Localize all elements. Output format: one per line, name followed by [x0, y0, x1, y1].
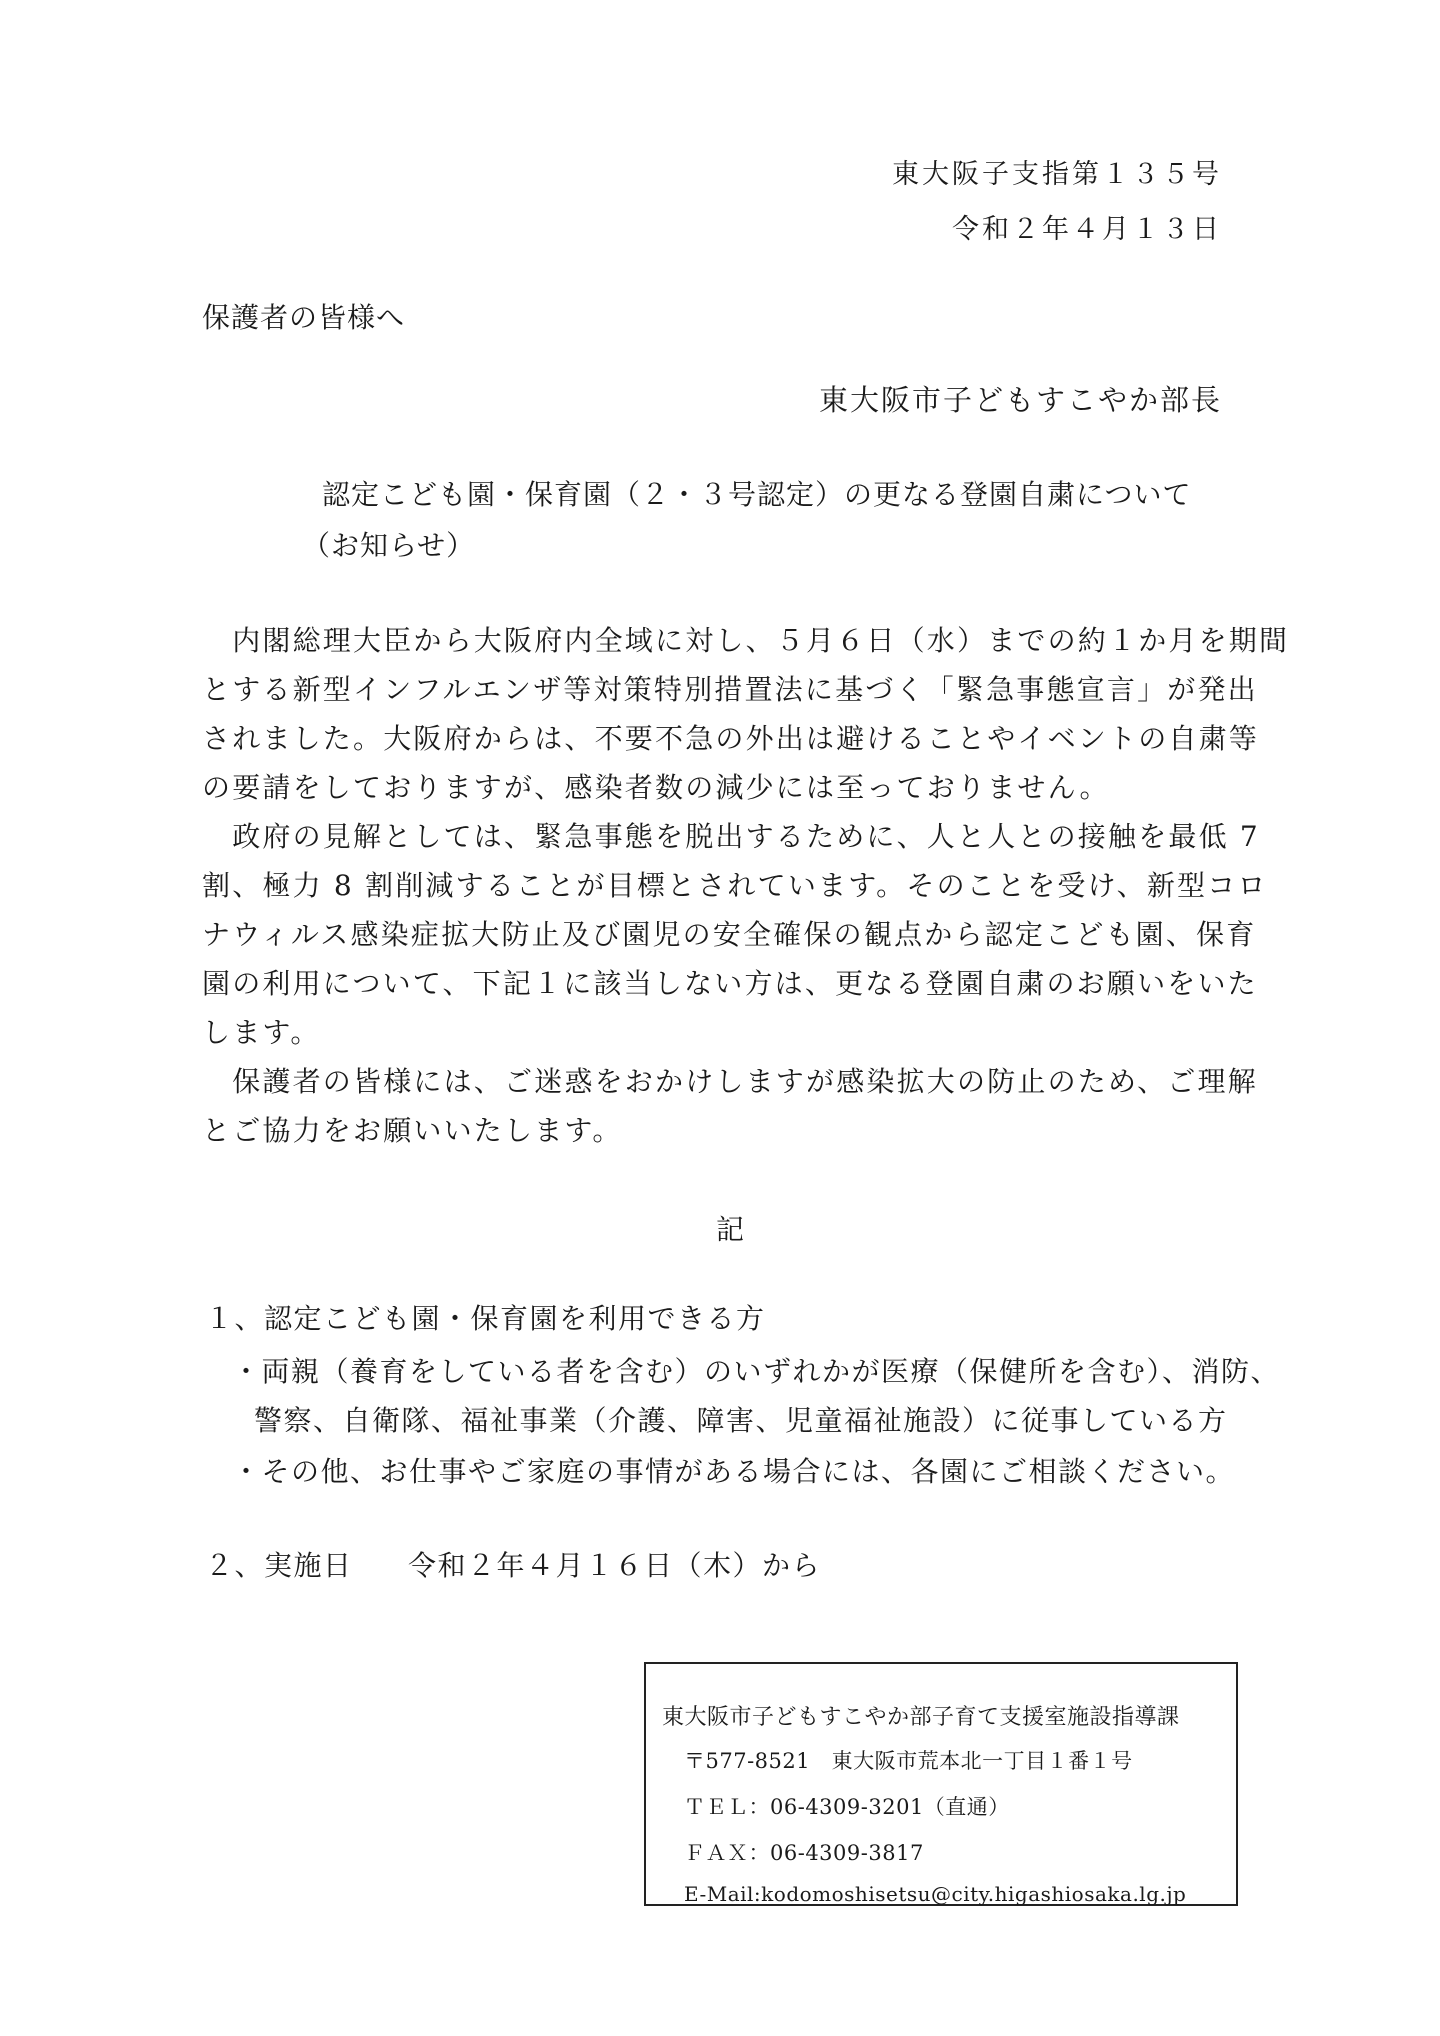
- item1-bullet2: ・その他、お仕事やご家庭の事情がある場合には、各園にご相談ください。: [232, 1455, 1236, 1488]
- body-line: とする新型インフルエンザ等対策特別措置法に基づく「緊急事態宣言」が発出: [202, 673, 1258, 706]
- contact-email: E-Mail:kodomoshisetsu@city.higashiosaka.lg.jp: [684, 1882, 1187, 1906]
- contact-box: [644, 1662, 1238, 1906]
- contact-address: 〒577-8521 東大阪市荒本北一丁目１番１号: [684, 1749, 1133, 1773]
- document-number: 東大阪子支指第１３５号: [892, 159, 1222, 190]
- body-line: 内閣総理大臣から大阪府内全域に対し、５月６日（水）までの約１か月を期間: [202, 624, 1290, 657]
- item1-bullet1-line2: 警察、自衛隊、福祉事業（介護、障害、児童福祉施設）に従事している方: [254, 1404, 1228, 1437]
- body-line: ナウィルス感染症拡大防止及び園児の安全確保の観点から認定こども園、保育: [202, 918, 1257, 951]
- body-line: の要請をしておりますが、感染者数の減少には至っておりません。: [202, 771, 1110, 804]
- document-title-subtitle: （お知らせ）: [302, 529, 476, 562]
- contact-tel: ＴＥＬ：06-4309-3201（直通）: [684, 1795, 1010, 1819]
- ki-heading: 記: [716, 1213, 745, 1246]
- contact-fax: ＦＡＸ：06-4309-3817: [684, 1841, 924, 1865]
- addressee: 保護者の皆様へ: [202, 301, 406, 334]
- item1-bullet1-line1: ・両親（養育をしている者を含む）のいずれかが医療（保健所を含む）、消防、: [232, 1355, 1281, 1388]
- body-line: 政府の見解としては、緊急事態を脱出するために、人と人との接触を最低 7: [202, 820, 1260, 853]
- body-line: とご協力をお願いいたします。: [202, 1114, 623, 1147]
- item1-heading: １、認定こども園・保育園を利用できる方: [205, 1302, 766, 1335]
- contact-department: 東大阪市子どもすこやか部子育て支援室施設指導課: [662, 1705, 1180, 1730]
- sender: 東大阪市子どもすこやか部長: [818, 383, 1222, 417]
- body-line: します。: [202, 1016, 321, 1049]
- body-line: されました。大阪府からは、不要不急の外出は避けることやイベントの自粛等: [202, 722, 1260, 755]
- document-title: 認定こども園・保育園（２・３号認定）の更なる登園自粛について: [322, 478, 1192, 511]
- item2-label: ２、実施日: [205, 1549, 353, 1582]
- item2-value: 令和２年４月１６日（木）から: [408, 1549, 822, 1582]
- body-line: 保護者の皆様には、ご迷惑をおかけしますが感染拡大の防止のため、ご理解: [202, 1065, 1258, 1098]
- body-line: 園の利用について、下記１に該当しない方は、更なる登園自粛のお願いをいた: [202, 967, 1258, 1000]
- document-date: 令和２年４月１３日: [952, 214, 1222, 245]
- body-line: 割、極力 8 割削減することが目標とされています。そのことを受け、新型コロ: [202, 869, 1268, 902]
